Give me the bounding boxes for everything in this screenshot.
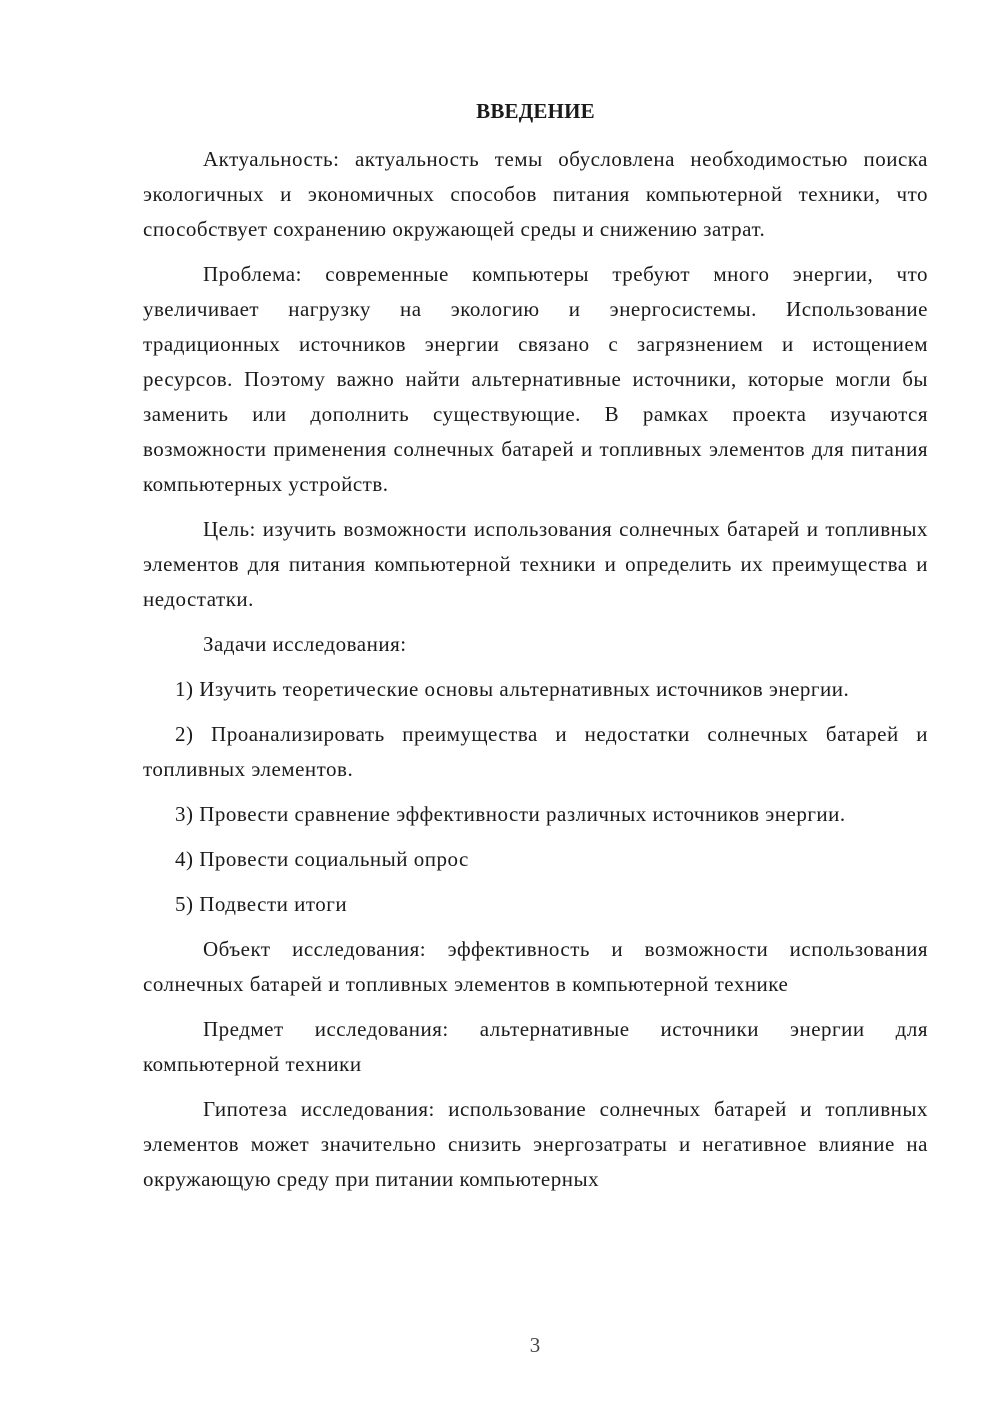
goal-paragraph: Цель: изучить возможности использования солнечных батарей и топливных элементов для питания компьютерной техники и определить их преимущества и недостатки. [143,517,928,611]
subject-paragraph: Предмет исследования: альтернативные источники энергии для компьютерной техники [143,1017,928,1076]
relevance-paragraph: Актуальность: актуальность темы обусловлена необходимостью поиска экологичных и экономичных способов питания компьютерной техники, что способствует сохранению окружающей среды и снижению затрат. [143,147,928,241]
document-page [143,96,928,1207]
task-item: 2) Проанализировать преимущества и недостатки солнечных батарей и топливных элементов. [143,722,928,781]
tasks-heading: Задачи исследования: [203,632,407,656]
task-item: 4) Провести социальный опрос [175,847,469,871]
problem-paragraph: Проблема: современные компьютеры требуют много энергии, что увеличивает нагрузку на экологию и энергосистемы. Использование традиционных источников энергии связано с загрязнением и истощением ресурсов. Поэтому важно найти альтернативные источники, которые могли бы заменить или дополнить существующие. В рамках проекта изучаются возможности применения солнечных батарей и топливных элементов для питания компьютерных устройств. [143,262,928,496]
object-paragraph: Объект исследования: эффективность и возможности использования солнечных батарей и топливных элементов в компьютерной технике [143,937,928,996]
task-item: 3) Провести сравнение эффективности различных источников энергии. [175,802,846,826]
page-number: 3 [529,1333,541,1357]
task-item: 5) Подвести итоги [175,892,348,916]
page-title: ВВЕДЕНИЕ [476,99,595,123]
task-item: 1) Изучить теоретические основы альтернативных источников энергии. [175,677,850,701]
hypothesis-paragraph: Гипотеза исследования: использование солнечных батарей и топливных элементов может значительно снизить энергозатраты и негативное влияние на окружающую среду при питании компьютерных [143,1097,928,1191]
